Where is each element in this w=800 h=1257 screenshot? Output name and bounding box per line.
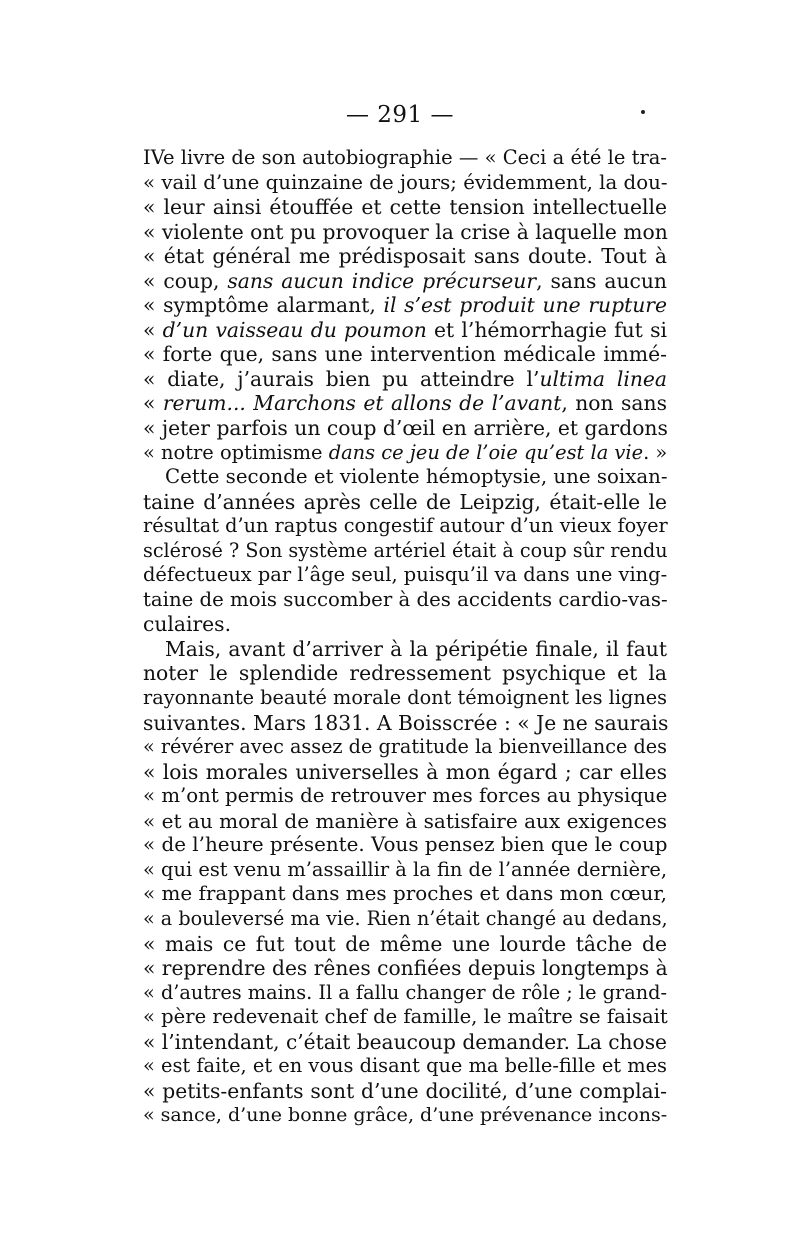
text-segment: « me frappant dans mes proches et dans mon cœur, [143, 882, 667, 906]
text-segment: « révérer avec assez de gratitude la bienveillance des [143, 735, 667, 759]
body-text [143, 146, 667, 1128]
text-line [143, 1054, 667, 1079]
text-segment: « sance, d’une bonne grâce, d’une prévenance incons- [143, 1104, 668, 1127]
text-segment: « qui est venu m’assaillir à la fin de l’année dernière, [143, 857, 668, 881]
text-line [143, 760, 667, 785]
text-line [143, 858, 667, 883]
text-segment: « leur ainsi étouffée et cette tension intellectuelle [143, 195, 667, 220]
text-line [143, 637, 667, 662]
text-segment: noter le splendide redressement psychique et la [143, 661, 667, 686]
text-line [143, 146, 667, 171]
italic-segment: il s’est produit une rupture [383, 293, 667, 318]
text-line [143, 490, 667, 515]
text-line [143, 1030, 667, 1055]
text-line [143, 342, 667, 367]
text-line [143, 514, 667, 539]
text-segment: « m’ont permis de retrouver mes forces au physique [143, 784, 668, 808]
text-segment: IVe livre de son autobiographie — « Ceci a été le tra- [143, 146, 667, 169]
text-segment: Mais, avant d’arriver à la péripétie finale, il faut [165, 636, 667, 661]
text-segment: « petits-enfants sont d’une docilité, d’une complai- [143, 1078, 667, 1103]
text-segment: « l’intendant, c’était beaucoup demander. La chose [143, 1029, 667, 1054]
text-segment: « lois morales universelles à mon égard ; car elles [143, 759, 667, 784]
italic-segment: d’un vaisseau du poumon [162, 317, 427, 342]
text-line [143, 882, 667, 907]
text-segment: « diate, j’aurais bien pu atteindre l’ [143, 366, 540, 391]
text-segment: « [143, 317, 163, 342]
text-line [143, 735, 667, 760]
text-line [143, 441, 667, 466]
text-segment: « a bouleversé ma vie. Rien n’était changé au dedans, [143, 906, 668, 930]
text-line [143, 269, 667, 294]
page-number: — 291 — [345, 102, 455, 128]
text-segment: « symptôme alarmant, [143, 293, 384, 318]
text-segment: « reprendre des rênes confiées depuis longtemps à [143, 956, 668, 981]
text-line [143, 171, 667, 196]
text-line [143, 588, 667, 613]
text-segment: défectueux par l’âge seul, puisqu’il va dans une ving- [143, 563, 668, 587]
text-line [143, 1005, 667, 1030]
text-segment: « est faite, et en vous disant que ma belle-fille et mes [143, 1054, 667, 1078]
italic-segment: dans ce jeu de l’oie qu’est la vie [328, 440, 644, 464]
text-line [143, 563, 667, 588]
text-line [143, 465, 667, 490]
text-segment: sclérosé ? Son système artériel était à coup sûr rendu [143, 538, 668, 562]
text-segment: « notre optimisme [143, 440, 329, 464]
text-line [143, 391, 667, 416]
text-line [143, 244, 667, 269]
text-line [143, 416, 667, 441]
text-segment: « vail d’une quinzaine de jours; évidemment, la dou- [143, 170, 668, 194]
text-segment: « forte que, sans une intervention médicale immé- [143, 342, 667, 367]
text-line [143, 932, 667, 957]
text-segment: « père redevenait chef de famille, le maître se faisait [143, 1005, 668, 1029]
text-segment: « de l’heure présente. Vous pensez bien que le coup [143, 833, 668, 857]
text-segment: culaires. [143, 612, 232, 637]
text-line [143, 956, 667, 981]
text-line [143, 661, 667, 686]
text-line [143, 686, 667, 711]
text-segment: « violente ont pu provoquer la crise à laquelle mon [143, 219, 668, 244]
text-segment: . » [643, 440, 668, 464]
text-segment: « état général me prédisposait sans doute. Tout à [143, 244, 667, 269]
text-line [143, 367, 667, 392]
text-line [143, 195, 667, 220]
text-line [143, 293, 667, 318]
text-line [143, 539, 667, 564]
text-segment: et l’hémorrhagie fut si [426, 317, 667, 342]
italic-segment: ultima linea [539, 366, 667, 391]
text-segment: rayonnante beauté morale dont témoignent les lignes [143, 686, 668, 710]
text-line [143, 809, 667, 834]
text-segment: taine d’années après celle de Leipzig, était-elle le [143, 489, 667, 514]
text-segment: « mais ce fut tout de même une lourde tâche de [143, 931, 667, 956]
text-segment: , non sans [561, 391, 667, 416]
text-line [143, 907, 667, 932]
text-line [143, 711, 667, 736]
text-segment: « et au moral de manière à satisfaire aux exigences [143, 808, 667, 833]
text-segment: « jeter parfois un coup d’œil en arrière, et gardons [143, 416, 668, 441]
text-segment: « coup, [143, 268, 228, 293]
text-line [143, 220, 667, 245]
text-segment: Cette seconde et violente hémoptysie, une soixan- [165, 465, 668, 489]
text-segment: « d’autres mains. Il a fallu changer de rôle ; le grand- [143, 980, 668, 1004]
text-line [143, 1103, 667, 1128]
text-line [143, 318, 667, 343]
text-line [143, 612, 667, 637]
text-segment: résultat d’un raptus congestif autour d’un vieux foyer [143, 514, 668, 538]
text-segment: , sans aucun [536, 268, 667, 293]
print-speck [641, 110, 645, 114]
italic-segment: rerum... Marchons et allons de l’avant [162, 391, 562, 416]
text-segment: suivantes. Mars 1831. A Boisscrée : « Je ne saurais [143, 710, 669, 735]
text-line [143, 1079, 667, 1104]
text-segment: « [143, 391, 163, 416]
italic-segment: sans aucun indice précurseur [227, 268, 537, 293]
text-segment: taine de mois succomber à des accidents cardio-vas- [143, 587, 668, 611]
text-line [143, 833, 667, 858]
text-line [143, 784, 667, 809]
text-line [143, 981, 667, 1006]
